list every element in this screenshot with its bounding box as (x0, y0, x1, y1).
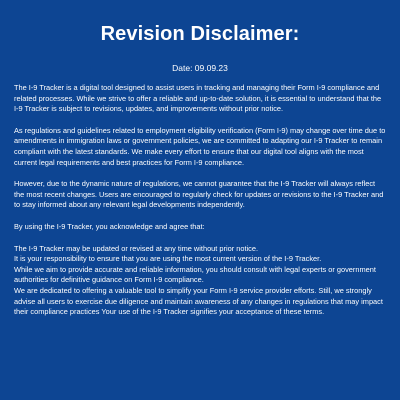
agreement-item-consult: While we aim to provide accurate and reliable information, you should consult with legal experts or government authorities for definitive guidance on Form I-9 compliance. (14, 264, 376, 285)
agreement-item-responsibility: It is your responsibility to ensure that you are using the most current version of the I-9 Tracker. (14, 254, 322, 264)
page-title: Revision Disclaimer: (100, 23, 300, 45)
paragraph-no-guarantee: However, due to the dynamic nature of regulations, we cannot guarantee that the I-9 Tracker will always reflect the most recent changes. Users are encouraged to regularly check for updates or revisions to the I-9 Tracker and to stay informed about any relevant legal developments independently. (14, 179, 384, 210)
agreement-item-updates: The I-9 Tracker may be updated or revised at any time without prior notice. (14, 243, 259, 253)
agreement-list (14, 244, 386, 318)
paragraph-acknowledgement: By using the I-9 Tracker, you acknowledge and agree that: (14, 221, 205, 231)
disclaimer-date: Date: 09.09.23 (172, 63, 228, 73)
paragraph-regulations: As regulations and guidelines related to employment eligibility verification (Form I-9) may change over time due to amendments in immigration laws or government policies, we are committed to adapting our I-9 Tracker to remain compliant with the latest standards. We make every effort to ensure that our digital tool aligns with the most current legal requirements and best practices for Form I-9 compliance. (14, 125, 386, 167)
paragraph-intro: The I-9 Tracker is a digital tool designed to assist users in tracking and managing their Form I-9 compliance and related processes. While we strive to offer a reliable and up-to-date solution, it is essential to understand that the I-9 Tracker is subject to revisions, updates, and improvements without prior notice. (14, 83, 382, 114)
agreement-item-acceptance: We are dedicated to offering a valuable tool to simplify your Form I-9 service provider efforts. Still, we strongly advise all users to exercise due diligence and maintain awareness of any changes in regulations that may impact their compliance practices Your use of the I-9 Tracker signifies your acceptance of these terms. (14, 285, 383, 317)
